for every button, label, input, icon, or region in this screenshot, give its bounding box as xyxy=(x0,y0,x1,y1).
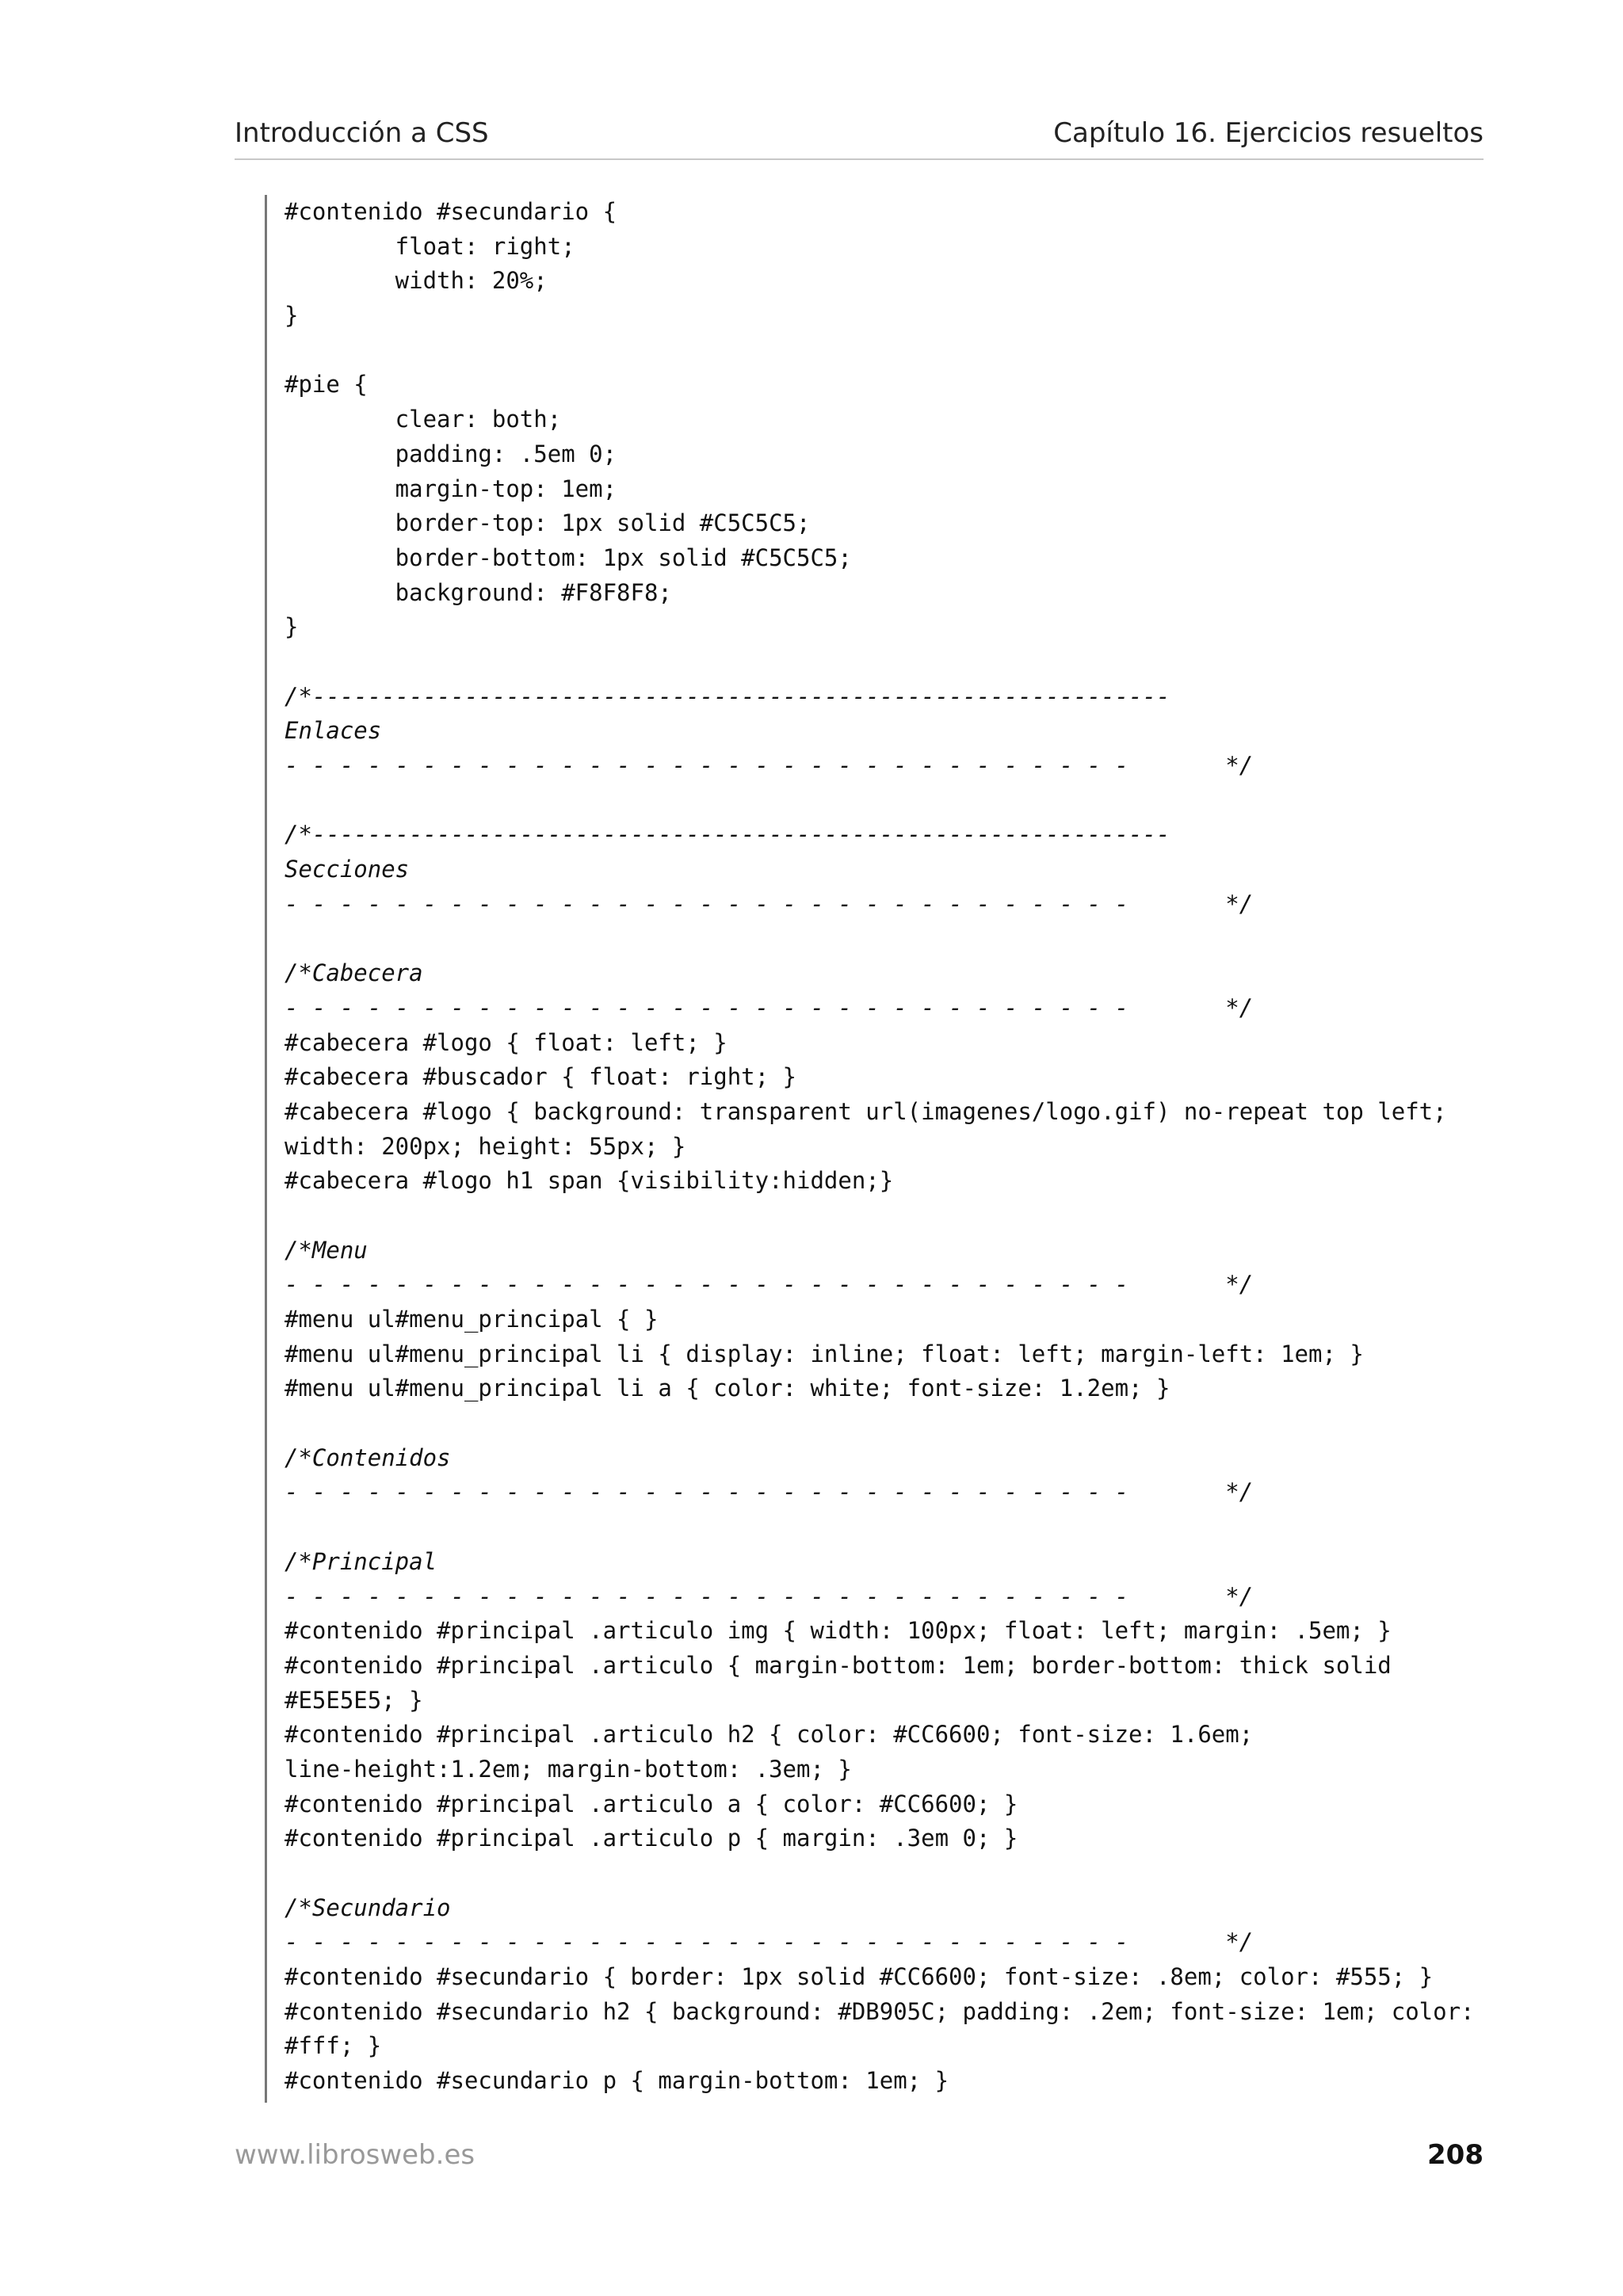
code-line: border-top: 1px solid #C5C5C5; xyxy=(285,509,811,537)
chapter-title: Capítulo 16. Ejercicios resueltos xyxy=(1053,117,1484,149)
code-line xyxy=(285,1199,1501,1234)
code-line: - - - - - - - - - - - - - - - - - - - - - - - - - - - - - - - */ xyxy=(285,1928,1254,1956)
code-line: /*Secundario xyxy=(285,1894,451,1921)
code-line: /*-------------------------------------------------------------- xyxy=(285,821,1170,849)
code-line xyxy=(285,645,1501,680)
website-url: www.librosweb.es xyxy=(235,2139,475,2171)
code-line: padding: .5em 0; xyxy=(285,440,617,467)
code-line: #contenido #principal .articulo { margin-bottom: 1em; border-bottom: thick solid xyxy=(285,1651,1392,1679)
code-line: - - - - - - - - - - - - - - - - - - - - - - - - - - - - - - - */ xyxy=(285,752,1254,779)
code-line: #fff; } xyxy=(285,2032,382,2060)
code-line: /*Contenidos xyxy=(285,1444,451,1471)
code-line: border-bottom: 1px solid #C5C5C5; xyxy=(285,543,852,571)
code-line: #menu ul#menu_principal li { display: inline; float: left; margin-left: 1em; } xyxy=(285,1340,1364,1367)
page-header xyxy=(235,117,1484,160)
code-line xyxy=(285,1406,1501,1441)
code-line: #contenido #secundario p { margin-bottom: 1em; } xyxy=(285,2067,949,2095)
code-line: line-height:1.2em; margin-bottom: .3em; } xyxy=(285,1755,852,1783)
code-line xyxy=(285,1856,1501,1891)
code-line: /*-------------------------------------------------------------- xyxy=(285,682,1170,710)
code-line: - - - - - - - - - - - - - - - - - - - - - - - - - - - - - - - */ xyxy=(285,994,1254,1021)
code-line: - - - - - - - - - - - - - - - - - - - - - - - - - - - - - - - */ xyxy=(285,1478,1254,1506)
code-line: /*Cabecera xyxy=(285,959,423,987)
code-line xyxy=(285,1510,1501,1545)
code-line: width: 200px; height: 55px; } xyxy=(285,1132,686,1160)
code-line: Enlaces xyxy=(285,717,382,745)
code-line: #contenido #principal .articulo a { color: #CC6600; } xyxy=(285,1790,1018,1817)
code-line: #contenido #secundario h2 { background: #DB905C; padding: .2em; font-size: 1em; color: xyxy=(285,1997,1475,2025)
code-line: background: #F8F8F8; xyxy=(285,578,672,606)
code-line: #E5E5E5; } xyxy=(285,1686,423,1714)
code-line: margin-top: 1em; xyxy=(285,475,617,502)
code-line: #menu ul#menu_principal { } xyxy=(285,1306,659,1333)
code-line: #contenido #principal .articulo h2 { color: #CC6600; font-size: 1.6em; xyxy=(285,1721,1254,1749)
code-line: #menu ul#menu_principal li a { color: white; font-size: 1.2em; } xyxy=(285,1375,1170,1402)
code-line: /*Principal xyxy=(285,1547,437,1575)
code-line xyxy=(285,334,1501,368)
code-line: /*Menu xyxy=(285,1236,368,1264)
code-line: #contenido #secundario { border: 1px solid #CC6600; font-size: .8em; color: #555; } xyxy=(285,1963,1434,1991)
code-line: #cabecera #buscador { float: right; } xyxy=(285,1063,797,1091)
page-footer xyxy=(235,2139,1484,2179)
code-line: } xyxy=(285,613,299,641)
code-line: #contenido #secundario { xyxy=(285,198,617,225)
code-line: #cabecera #logo h1 span {visibility:hidden;} xyxy=(285,1167,894,1195)
code-line: #cabecera #logo { background: transparent url(imagenes/logo.gif) no-repeat top left; xyxy=(285,1097,1447,1125)
code-line xyxy=(285,921,1501,956)
code-line: float: right; xyxy=(285,232,575,260)
code-line: Secciones xyxy=(285,856,410,883)
code-line: - - - - - - - - - - - - - - - - - - - - - - - - - - - - - - - */ xyxy=(285,890,1254,917)
page-number: 208 xyxy=(1427,2139,1484,2171)
book-title: Introducción a CSS xyxy=(235,117,489,149)
code-line: #contenido #principal .articulo img { width: 100px; float: left; margin: .5em; } xyxy=(285,1617,1392,1645)
code-line: } xyxy=(285,302,299,330)
code-line: #cabecera #logo { float: left; } xyxy=(285,1028,727,1056)
code-line: #pie { xyxy=(285,371,368,399)
code-line: - - - - - - - - - - - - - - - - - - - - - - - - - - - - - - - */ xyxy=(285,1582,1254,1610)
code-line: - - - - - - - - - - - - - - - - - - - - - - - - - - - - - - - */ xyxy=(285,1271,1254,1299)
code-line: clear: both; xyxy=(285,406,562,433)
code-line xyxy=(285,784,1501,818)
code-line: #contenido #principal .articulo p { margin: .3em 0; } xyxy=(285,1825,1018,1852)
code-block xyxy=(265,195,1501,2103)
code-line: width: 20%; xyxy=(285,267,548,295)
